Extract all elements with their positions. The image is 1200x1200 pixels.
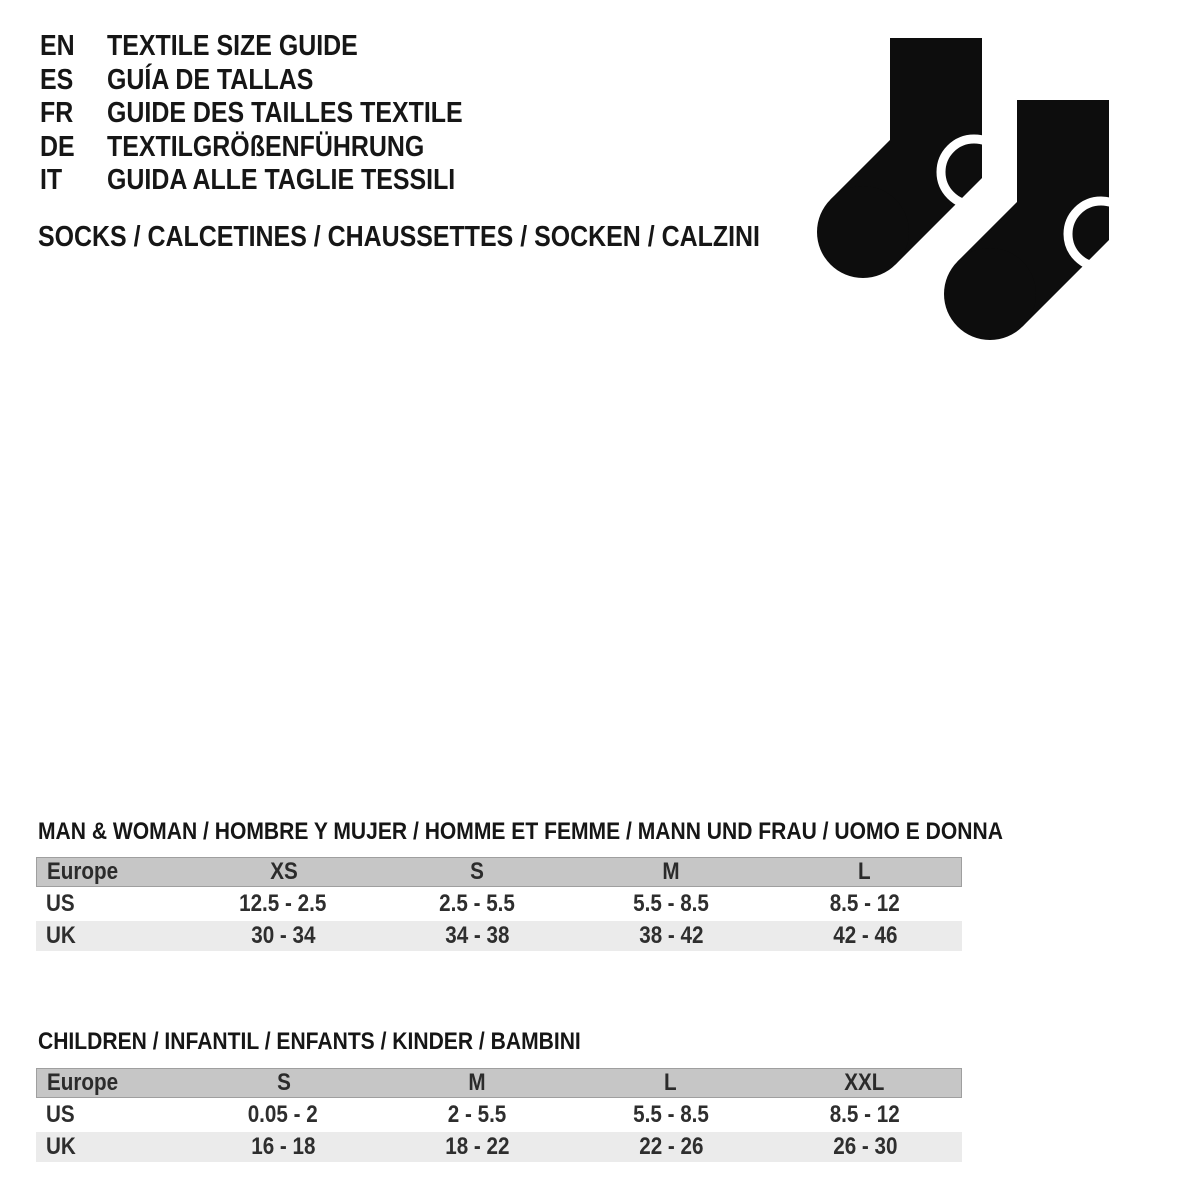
size-value: 5.5 - 8.5 xyxy=(633,890,709,917)
table-header-row xyxy=(36,1068,962,1098)
language-title: TEXTILE SIZE GUIDE xyxy=(107,30,358,63)
header-size: L xyxy=(664,1069,678,1096)
language-code: IT xyxy=(40,164,63,197)
header-size: S xyxy=(470,858,485,885)
size-value: 38 - 42 xyxy=(638,922,704,949)
language-row-fr xyxy=(40,97,521,131)
table-row-us xyxy=(36,889,962,919)
table-row-uk xyxy=(36,921,962,951)
header-size: L xyxy=(857,858,871,885)
language-code: DE xyxy=(40,130,75,163)
row-label: US xyxy=(46,1101,75,1128)
man-woman-table-title: MAN & WOMAN / HOMBRE Y MUJER / HOMME ET FEMME / MANN UND FRAU / UOMO E DONNA xyxy=(38,818,1003,845)
size-value: 42 - 46 xyxy=(832,922,898,949)
size-value: 30 - 34 xyxy=(250,922,316,949)
header-region: Europe xyxy=(47,1069,119,1096)
header-region: Europe xyxy=(47,858,119,885)
language-row-de xyxy=(40,131,521,165)
size-value: 16 - 18 xyxy=(250,1133,316,1160)
header-size: S xyxy=(276,1069,291,1096)
size-value: 2.5 - 5.5 xyxy=(439,890,515,917)
language-row-it xyxy=(40,164,521,198)
header-size: M xyxy=(468,1069,486,1096)
size-value: 18 - 22 xyxy=(444,1133,510,1160)
language-title: GUIDA ALLE TAGLIE TESSILI xyxy=(107,164,456,197)
size-value: 2 - 5.5 xyxy=(447,1101,507,1128)
language-title: GUÍA DE TALLAS xyxy=(107,63,314,96)
language-title-list xyxy=(40,30,521,198)
category-title: SOCKS / CALCETINES / CHAUSSETTES / SOCKEN / CALZINI xyxy=(38,220,760,253)
language-title: TEXTILGRÖßENFÜHRUNG xyxy=(107,130,425,163)
language-title: GUIDE DES TAILLES TEXTILE xyxy=(107,97,463,130)
language-code: EN xyxy=(40,30,75,63)
language-row-es xyxy=(40,64,521,98)
row-label: UK xyxy=(46,1133,76,1160)
children-size-table xyxy=(36,1068,962,1164)
size-value: 5.5 - 8.5 xyxy=(633,1101,709,1128)
socks-icon xyxy=(800,30,1120,350)
language-code: ES xyxy=(40,63,74,96)
header-size: M xyxy=(662,858,680,885)
size-value: 12.5 - 2.5 xyxy=(239,890,327,917)
table-header-row xyxy=(36,857,962,887)
language-row-en xyxy=(40,30,521,64)
row-label: US xyxy=(46,890,75,917)
size-value: 0.05 - 2 xyxy=(247,1101,318,1128)
children-table-title: CHILDREN / INFANTIL / ENFANTS / KINDER / BAMBINI xyxy=(38,1028,581,1055)
language-code: FR xyxy=(40,97,74,130)
header-size: XS xyxy=(269,858,298,885)
row-label: UK xyxy=(46,922,76,949)
man-woman-size-table xyxy=(36,857,962,953)
table-row-us xyxy=(36,1100,962,1130)
header-size: XXL xyxy=(844,1069,885,1096)
size-value: 34 - 38 xyxy=(444,922,510,949)
table-row-uk xyxy=(36,1132,962,1162)
size-value: 8.5 - 12 xyxy=(829,1101,900,1128)
size-value: 26 - 30 xyxy=(832,1133,898,1160)
size-value: 8.5 - 12 xyxy=(829,890,900,917)
size-value: 22 - 26 xyxy=(638,1133,704,1160)
